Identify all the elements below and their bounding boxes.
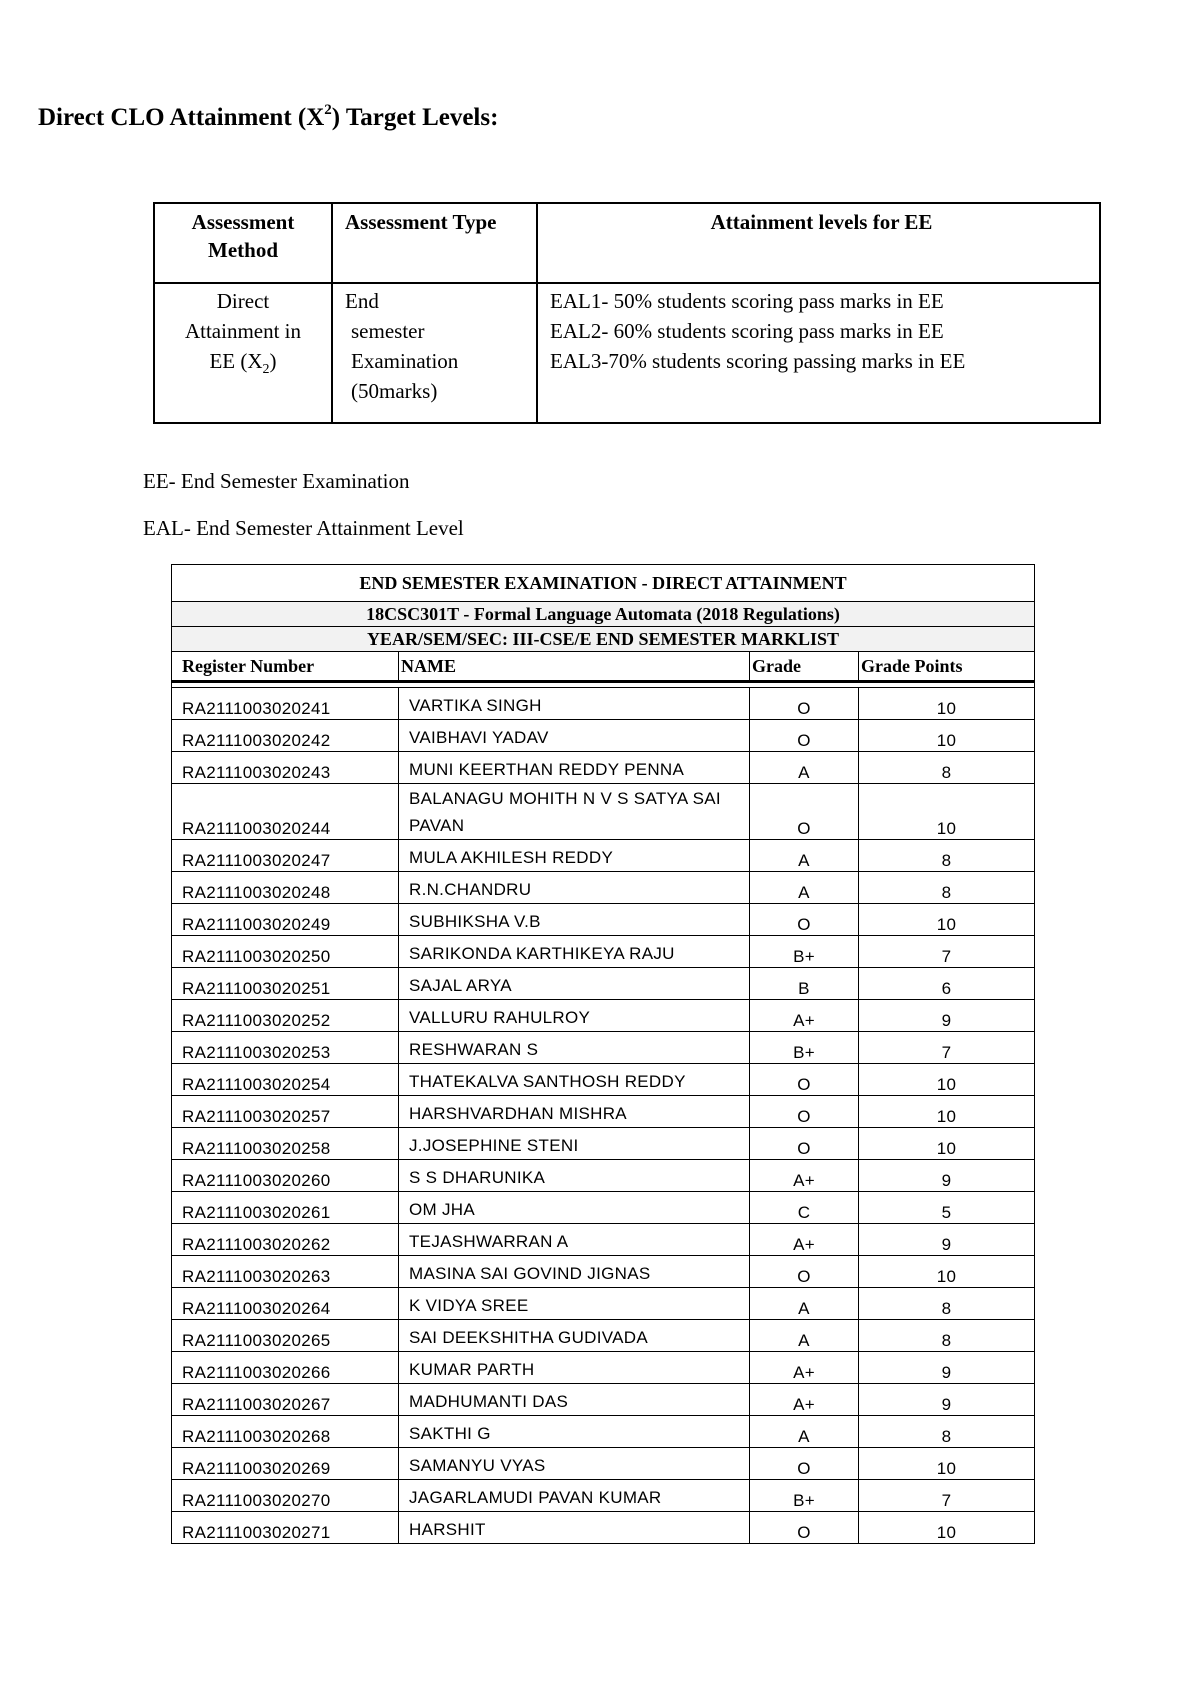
register-number-cell: RA2111003020247 <box>172 840 399 872</box>
student-name-cell: K VIDYA SREE <box>399 1288 750 1320</box>
method-line: Direct <box>216 289 270 313</box>
header-assessment-type: Assessment Type <box>332 203 537 283</box>
grade-points-cell: 6 <box>859 968 1035 1000</box>
student-name-cell: MULA AKHILESH REDDY <box>399 840 750 872</box>
grade-points-cell: 7 <box>859 1480 1035 1512</box>
marklist-course-row <box>172 602 1035 627</box>
register-number-cell: RA2111003020267 <box>172 1384 399 1416</box>
grade-points-cell: 8 <box>859 1288 1035 1320</box>
grade-cell: A+ <box>750 1160 859 1192</box>
grade-cell: A <box>750 840 859 872</box>
marklist-title-row <box>172 565 1035 602</box>
student-name-cell: SAMANYU VYAS <box>399 1448 750 1480</box>
attainment-level: EAL1- 50% students scoring pass marks in EE <box>550 289 944 313</box>
register-number-cell: RA2111003020263 <box>172 1256 399 1288</box>
student-name-cell: SARIKONDA KARTHIKEYA RAJU <box>399 936 750 968</box>
grade-cell: A <box>750 1320 859 1352</box>
grade-cell: O <box>750 688 859 720</box>
register-number-cell: RA2111003020266 <box>172 1352 399 1384</box>
column-name: NAME <box>399 652 750 682</box>
grade-points-cell: 7 <box>859 1032 1035 1064</box>
student-name-cell: MUNI KEERTHAN REDDY PENNA <box>399 752 750 784</box>
grade-cell: O <box>750 904 859 936</box>
grade-points-cell: 10 <box>859 688 1035 720</box>
marklist-section: YEAR/SEM/SEC: III-CSE/E END SEMESTER MARKLIST <box>172 627 1035 652</box>
student-name-cell: HARSHIT <box>399 1512 750 1544</box>
grade-cell: B+ <box>750 1032 859 1064</box>
type-line: End <box>345 289 379 313</box>
page-heading <box>38 104 498 132</box>
grade-points-cell: 9 <box>859 1384 1035 1416</box>
grade-points-cell: 5 <box>859 1192 1035 1224</box>
student-name-cell: JAGARLAMUDI PAVAN KUMAR <box>399 1480 750 1512</box>
type-line: semester <box>351 319 425 343</box>
student-name-cell: SUBHIKSHA V.B <box>399 904 750 936</box>
student-name-cell: VARTIKA SINGH <box>399 688 750 720</box>
table-row <box>172 1416 1035 1448</box>
register-number-cell: RA2111003020268 <box>172 1416 399 1448</box>
student-name-cell: VAIBHAVI YADAV <box>399 720 750 752</box>
grade-points-cell: 10 <box>859 720 1035 752</box>
table-row <box>172 1512 1035 1544</box>
table-row <box>172 1288 1035 1320</box>
student-name-cell: VALLURU RAHULROY <box>399 1000 750 1032</box>
student-name-cell: KUMAR PARTH <box>399 1352 750 1384</box>
register-number-cell: RA2111003020264 <box>172 1288 399 1320</box>
table-row <box>172 840 1035 872</box>
grade-cell: A <box>750 1288 859 1320</box>
grade-cell: A+ <box>750 1352 859 1384</box>
register-number-cell: RA2111003020251 <box>172 968 399 1000</box>
header-attainment-levels: Attainment levels for EE <box>537 203 1100 283</box>
student-name-cell: SAJAL ARYA <box>399 968 750 1000</box>
grade-points-cell: 8 <box>859 752 1035 784</box>
heading-superscript: 2 <box>324 102 332 118</box>
table-row <box>172 1448 1035 1480</box>
student-name-cell: SAI DEEKSHITHA GUDIVADA <box>399 1320 750 1352</box>
table-row <box>172 1160 1035 1192</box>
grade-cell: B+ <box>750 1480 859 1512</box>
table-row <box>172 1224 1035 1256</box>
target-header-row <box>154 203 1100 283</box>
student-name-cell: SAKTHI G <box>399 1416 750 1448</box>
abbreviation-eal: EAL- End Semester Attainment Level <box>143 516 464 540</box>
grade-cell: A <box>750 1416 859 1448</box>
student-name-cell: THATEKALVA SANTHOSH REDDY <box>399 1064 750 1096</box>
cell-assessment-method <box>154 283 332 423</box>
register-number-cell: RA2111003020270 <box>172 1480 399 1512</box>
grade-cell: A+ <box>750 1000 859 1032</box>
table-row <box>172 688 1035 720</box>
grade-points-cell: 7 <box>859 936 1035 968</box>
register-number-cell: RA2111003020250 <box>172 936 399 968</box>
register-number-cell: RA2111003020258 <box>172 1128 399 1160</box>
register-number-cell: RA2111003020262 <box>172 1224 399 1256</box>
grade-cell: O <box>750 784 859 840</box>
student-name-cell: BALANAGU MOHITH N V S SATYA SAI PAVAN <box>399 784 750 840</box>
grade-points-cell: 9 <box>859 1000 1035 1032</box>
student-name-cell: R.N.CHANDRU <box>399 872 750 904</box>
grade-cell: B+ <box>750 936 859 968</box>
register-number-cell: RA2111003020257 <box>172 1096 399 1128</box>
header-assessment-method: Assessment Method <box>154 203 332 283</box>
grade-points-cell: 10 <box>859 784 1035 840</box>
register-number-cell: RA2111003020241 <box>172 688 399 720</box>
table-row <box>172 752 1035 784</box>
grade-cell: O <box>750 1128 859 1160</box>
cell-attainment-levels <box>537 283 1100 423</box>
student-name-cell: MASINA SAI GOVIND JIGNAS <box>399 1256 750 1288</box>
marklist-table <box>171 564 1035 1544</box>
attainment-level: EAL2- 60% students scoring pass marks in EE <box>550 319 944 343</box>
table-row <box>172 872 1035 904</box>
grade-points-cell: 10 <box>859 904 1035 936</box>
table-row <box>172 784 1035 840</box>
grade-cell: O <box>750 1448 859 1480</box>
grade-cell: A+ <box>750 1224 859 1256</box>
grade-points-cell: 8 <box>859 1416 1035 1448</box>
student-name-cell: S S DHARUNIKA <box>399 1160 750 1192</box>
grade-cell: C <box>750 1192 859 1224</box>
register-number-cell: RA2111003020265 <box>172 1320 399 1352</box>
table-row <box>172 1032 1035 1064</box>
grade-points-cell: 10 <box>859 1096 1035 1128</box>
grade-points-cell: 9 <box>859 1224 1035 1256</box>
grade-cell: O <box>750 1512 859 1544</box>
register-number-cell: RA2111003020261 <box>172 1192 399 1224</box>
register-number-cell: RA2111003020260 <box>172 1160 399 1192</box>
marklist-section-row <box>172 627 1035 652</box>
grade-points-cell: 10 <box>859 1128 1035 1160</box>
register-number-cell: RA2111003020242 <box>172 720 399 752</box>
student-name-cell: RESHWARAN S <box>399 1032 750 1064</box>
table-row <box>172 968 1035 1000</box>
grade-cell: O <box>750 1064 859 1096</box>
register-number-cell: RA2111003020271 <box>172 1512 399 1544</box>
grade-cell: O <box>750 720 859 752</box>
marklist-course: 18CSC301T - Formal Language Automata (2018 Regulations) <box>172 602 1035 627</box>
column-grade: Grade <box>750 652 859 682</box>
grade-cell: O <box>750 1256 859 1288</box>
student-name-cell: J.JOSEPHINE STENI <box>399 1128 750 1160</box>
table-row <box>172 1000 1035 1032</box>
type-line: (50marks) <box>351 379 438 403</box>
heading-text: Direct CLO Attainment (X <box>38 104 325 131</box>
target-levels-table <box>153 202 1101 424</box>
register-number-cell: RA2111003020269 <box>172 1448 399 1480</box>
register-number-cell: RA2111003020243 <box>172 752 399 784</box>
grade-points-cell: 8 <box>859 840 1035 872</box>
table-row <box>172 1096 1035 1128</box>
table-row <box>172 1128 1035 1160</box>
grade-points-cell: 9 <box>859 1352 1035 1384</box>
grade-points-cell: 8 <box>859 1320 1035 1352</box>
table-row <box>172 904 1035 936</box>
marklist-column-header-row <box>172 652 1035 682</box>
cell-assessment-type <box>332 283 537 423</box>
grade-points-cell: 10 <box>859 1256 1035 1288</box>
grade-cell: A <box>750 752 859 784</box>
register-number-cell: RA2111003020248 <box>172 872 399 904</box>
abbreviation-ee: EE- End Semester Examination <box>143 469 410 493</box>
register-number-cell: RA2111003020253 <box>172 1032 399 1064</box>
grade-points-cell: 9 <box>859 1160 1035 1192</box>
table-row <box>172 1320 1035 1352</box>
method-line: Attainment in <box>184 319 302 343</box>
student-name-cell: TEJASHWARRAN A <box>399 1224 750 1256</box>
grade-points-cell: 8 <box>859 872 1035 904</box>
method-text: EE (X <box>209 349 263 373</box>
grade-cell: O <box>750 1096 859 1128</box>
type-line: Examination <box>351 349 459 373</box>
target-body-row <box>154 283 1100 423</box>
register-number-cell: RA2111003020252 <box>172 1000 399 1032</box>
column-grade-points: Grade Points <box>859 652 1035 682</box>
student-name-cell: HARSHVARDHAN MISHRA <box>399 1096 750 1128</box>
grade-points-cell: 10 <box>859 1512 1035 1544</box>
grade-cell: A <box>750 872 859 904</box>
table-row <box>172 1352 1035 1384</box>
table-row <box>172 720 1035 752</box>
method-line <box>163 346 323 385</box>
student-name-cell: OM JHA <box>399 1192 750 1224</box>
register-number-cell: RA2111003020244 <box>172 784 399 840</box>
grade-points-cell: 10 <box>859 1064 1035 1096</box>
method-text: ) <box>269 349 277 373</box>
table-row <box>172 936 1035 968</box>
table-row <box>172 1064 1035 1096</box>
grade-cell: A+ <box>750 1384 859 1416</box>
table-row <box>172 1480 1035 1512</box>
marklist-title: END SEMESTER EXAMINATION - DIRECT ATTAINMENT <box>172 565 1035 602</box>
column-register-number: Register Number <box>172 652 399 682</box>
grade-points-cell: 10 <box>859 1448 1035 1480</box>
register-number-cell: RA2111003020254 <box>172 1064 399 1096</box>
table-row <box>172 1256 1035 1288</box>
student-name-cell: MADHUMANTI DAS <box>399 1384 750 1416</box>
table-row <box>172 1384 1035 1416</box>
grade-cell: B <box>750 968 859 1000</box>
register-number-cell: RA2111003020249 <box>172 904 399 936</box>
attainment-level: EAL3-70% students scoring passing marks in EE <box>550 349 966 373</box>
method-subscript: 2 <box>262 362 270 378</box>
heading-suffix: ) Target Levels: <box>331 104 499 131</box>
table-row <box>172 1192 1035 1224</box>
